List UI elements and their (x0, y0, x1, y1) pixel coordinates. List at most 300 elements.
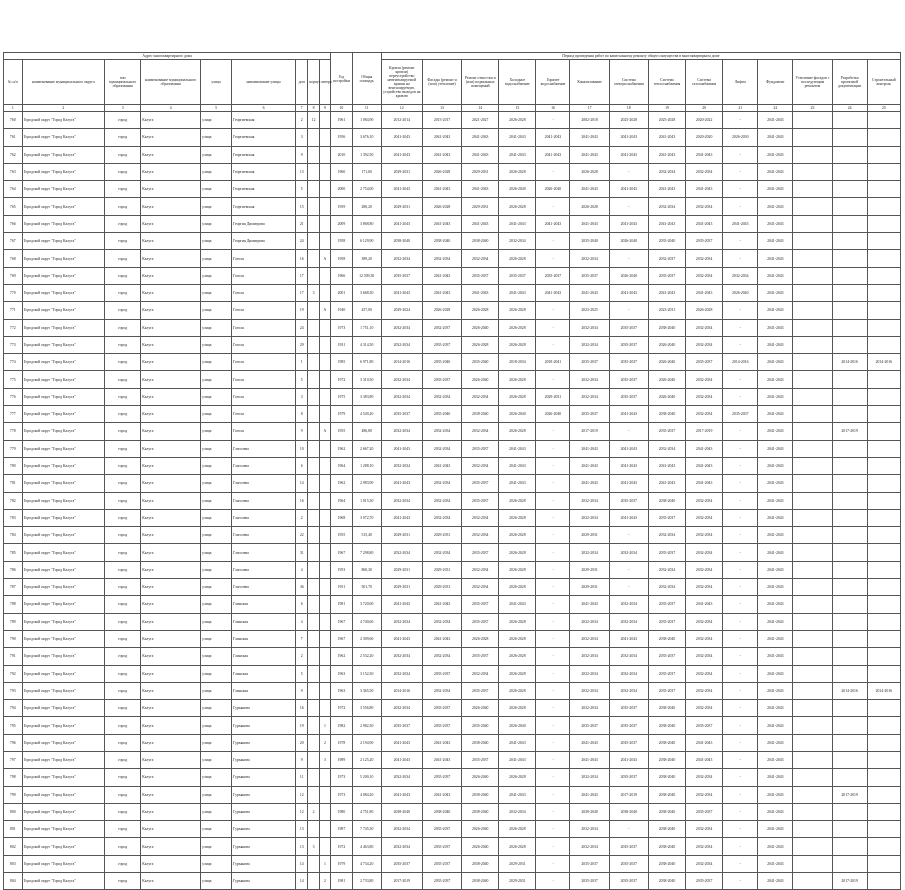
table-cell: 2026-2040 (609, 233, 648, 250)
table-cell: город (105, 457, 141, 474)
col-number-8: 8 (308, 105, 319, 112)
table-cell: 2032-2034 (570, 648, 609, 665)
table-cell: улица (201, 181, 232, 198)
col-header-22: Фундамент (758, 60, 793, 105)
table-row (4, 855, 901, 872)
table-cell: 2038-2040 (462, 786, 499, 803)
table-cell: 2035-2037 (648, 267, 685, 284)
table-cell: 2032-2034 (462, 388, 499, 405)
table-cell: улица (201, 423, 232, 440)
table-cell: 774 (4, 354, 23, 371)
table-cell: 1 (319, 717, 330, 734)
table-cell: 2041-2043 (758, 267, 793, 284)
table-cell (319, 146, 330, 163)
table-cell (793, 630, 832, 647)
table-cell: 2041-2043 (570, 181, 609, 198)
col-header-1: № п/п (4, 60, 23, 105)
period-group-header: Период проведения работ по капитальному ремонту общего имущества в многоквартирном доме (381, 53, 900, 60)
table-cell: 2035-2037 (648, 648, 685, 665)
table-cell: - (536, 561, 570, 578)
table-cell: 2026-2040 (462, 700, 499, 717)
table-cell: улица (201, 440, 232, 457)
table-cell: 2035-2037 (609, 319, 648, 336)
table-cell (867, 406, 900, 423)
table-cell: 1985 (331, 354, 353, 371)
table-cell: Калуга (141, 596, 201, 613)
table-cell (867, 198, 900, 215)
table-cell: 2032-2034 (686, 544, 723, 561)
table-cell: 2035-2037 (422, 665, 461, 682)
table-cell: город (105, 769, 141, 786)
table-cell: 2023-2031 (648, 302, 685, 319)
table-cell (832, 284, 867, 301)
table-cell: 1979 (331, 855, 353, 872)
table-cell: 2014-2016 (723, 354, 758, 371)
table-cell: - (536, 457, 570, 474)
table-cell: 2041-2043 (609, 475, 648, 492)
table-cell: - (723, 544, 758, 561)
table-cell (793, 388, 832, 405)
table-cell: 2026-2028 (686, 302, 723, 319)
table-cell: 2035-2037 (462, 544, 499, 561)
table-cell: 2 194,90 (352, 734, 381, 751)
table-cell (319, 665, 330, 682)
table-cell: 2026-2028 (499, 509, 536, 526)
table-cell: 2035-2037 (462, 596, 499, 613)
table-cell: 2041-2043 (758, 509, 793, 526)
table-cell: Калуга (141, 112, 201, 129)
table-cell (319, 648, 330, 665)
table-cell: Гурьянова (232, 803, 296, 820)
table-cell (319, 475, 330, 492)
table-cell: 280,20 (352, 198, 381, 215)
table-cell: 2035-2037 (462, 440, 499, 457)
col-header-2: наименование муниципального округа (22, 60, 105, 105)
table-cell: улица (201, 821, 232, 838)
table-cell: 2032-2034 (381, 613, 422, 630)
table-cell (793, 734, 832, 751)
table-cell: - (723, 786, 758, 803)
table-row (4, 267, 901, 284)
table-cell: город (105, 112, 141, 129)
table-cell: 2041-2043 (570, 751, 609, 768)
table-cell: 2 532,20 (352, 648, 381, 665)
table-cell: 2029-2031 (570, 561, 609, 578)
table-cell (832, 215, 867, 232)
table-row (4, 302, 901, 319)
table-cell: 786 (4, 561, 23, 578)
table-cell (308, 544, 319, 561)
table-cell: 3 676,10 (352, 129, 381, 146)
table-cell: 1 (296, 354, 308, 371)
table-cell: улица (201, 613, 232, 630)
table-cell (308, 579, 319, 596)
table-cell: 1 (319, 855, 330, 872)
table-cell (319, 527, 330, 544)
table-row (4, 544, 901, 561)
table-cell: 2032-2034 (381, 544, 422, 561)
table-cell: Глаголева (232, 440, 296, 457)
table-cell: - (723, 734, 758, 751)
col-header-area: Общая площадь (352, 53, 381, 105)
table-cell: Калуга (141, 492, 201, 509)
col-number-16: 16 (536, 105, 570, 112)
table-cell: Городской округ "Город Калуга" (22, 112, 105, 129)
col-number-24: 24 (832, 105, 867, 112)
table-row (4, 492, 901, 509)
table-cell: 4 740,60 (352, 613, 381, 630)
table-cell: 2041-2043 (758, 821, 793, 838)
table-cell: 2035-2037 (609, 492, 648, 509)
table-cell: 457,00 (352, 302, 381, 319)
table-cell: 2017-2019 (686, 423, 723, 440)
table-cell: 2032-2034 (686, 250, 723, 267)
table-cell: 2041-2043 (758, 181, 793, 198)
table-cell: 3 365,50 (352, 682, 381, 699)
table-cell: 2032-2034 (381, 388, 422, 405)
table-cell: 1959 (331, 198, 353, 215)
table-cell (867, 509, 900, 526)
table-cell: улица (201, 112, 232, 129)
table-cell: 2020-2022 (686, 112, 723, 129)
table-cell: 1961 (331, 112, 353, 129)
table-cell: Калуга (141, 129, 201, 146)
table-cell: улица (201, 630, 232, 647)
table-cell: 2026-2028 (422, 302, 461, 319)
table-cell: - (723, 319, 758, 336)
table-cell: 2009 (331, 215, 353, 232)
table-cell: 1 015,30 (352, 492, 381, 509)
table-cell (793, 284, 832, 301)
table-cell: 784 (4, 527, 23, 544)
table-cell (319, 215, 330, 232)
table-cell: улица (201, 371, 232, 388)
table-cell: Городской округ "Город Калуга" (22, 838, 105, 855)
table-cell (319, 613, 330, 630)
table-cell: Городской округ "Город Калуга" (22, 319, 105, 336)
table-cell (867, 821, 900, 838)
table-cell: 760 (4, 112, 23, 129)
table-cell: 777 (4, 406, 23, 423)
table-cell: Городской округ "Город Калуга" (22, 129, 105, 146)
table-cell: 2032-2034 (381, 648, 422, 665)
table-cell: 2001 (331, 284, 353, 301)
table-cell: 2026-2028 (570, 163, 609, 180)
table-cell: - (536, 250, 570, 267)
table-row (4, 250, 901, 267)
table-cell: Городской округ "Город Калуга" (22, 665, 105, 682)
table-cell: улица (201, 873, 232, 890)
table-cell (308, 181, 319, 198)
table-cell: 2026-2040 (648, 388, 685, 405)
table-cell (832, 596, 867, 613)
table-cell: 1955 (331, 527, 353, 544)
table-cell (867, 665, 900, 682)
table-cell: Гурьянова (232, 855, 296, 872)
table-cell: 2041-2043 (536, 129, 570, 146)
table-cell: 1962 (331, 648, 353, 665)
table-cell: 2041-2043 (686, 440, 723, 457)
table-cell (793, 371, 832, 388)
table-cell: 2041-2043 (758, 596, 793, 613)
table-cell: 6 129,90 (352, 233, 381, 250)
table-cell: 2038-2040 (648, 319, 685, 336)
table-cell: 1 392,50 (352, 146, 381, 163)
table-cell: улица (201, 751, 232, 768)
table-cell (308, 406, 319, 423)
table-cell: 1956 (331, 129, 353, 146)
table-cell (832, 630, 867, 647)
table-cell: - (723, 492, 758, 509)
table-cell: 2032-2034 (686, 786, 723, 803)
table-cell: 2041-2043 (758, 371, 793, 388)
table-cell: 2032-2034 (686, 319, 723, 336)
table-cell: город (105, 423, 141, 440)
table-cell (867, 579, 900, 596)
table-cell: 2026-2040 (462, 319, 499, 336)
col-header-20: Система газоснабжения (686, 60, 723, 105)
table-cell (793, 509, 832, 526)
table-cell: 2041-2043 (648, 129, 685, 146)
table-cell: 2041-2043 (499, 596, 536, 613)
table-cell: 2026-2028 (499, 423, 536, 440)
table-cell (793, 112, 832, 129)
table-row (4, 423, 901, 440)
table-cell (793, 682, 832, 699)
table-cell: 2035-2037 (686, 233, 723, 250)
table-cell: - (536, 579, 570, 596)
table-cell: 2014-2016 (832, 682, 867, 699)
table-cell: Гоголя (232, 284, 296, 301)
table-cell: 2026-2040 (499, 181, 536, 198)
table-cell: улица (201, 769, 232, 786)
table-cell: 2035-2037 (422, 873, 461, 890)
col-header-4: наименование муниципального образования (141, 60, 201, 105)
table-cell (319, 700, 330, 717)
table-cell: Гоголя (232, 388, 296, 405)
table-cell: 24 (296, 319, 308, 336)
table-cell: 2041-2043 (648, 457, 685, 474)
table-cell: 2035-2037 (609, 371, 648, 388)
table-cell: 2041-2043 (609, 129, 648, 146)
table-cell: Городской округ "Город Калуга" (22, 371, 105, 388)
table-cell: 2026-2028 (499, 579, 536, 596)
table-cell: 2041-2043 (758, 838, 793, 855)
table-cell: 2035-2037 (648, 682, 685, 699)
table-cell: Гоголя (232, 354, 296, 371)
table-cell (319, 769, 330, 786)
table-cell (319, 682, 330, 699)
table-cell: 13 (296, 163, 308, 180)
table-cell: 2035-2037 (609, 769, 648, 786)
table-cell: Городской округ "Город Калуга" (22, 803, 105, 820)
table-cell: 2041-2043 (758, 336, 793, 353)
table-cell: 2026-2040 (536, 181, 570, 198)
col-header-7: дом (296, 60, 308, 105)
table-cell: Городской округ "Город Калуга" (22, 873, 105, 890)
table-cell: 2035-2037 (422, 838, 461, 855)
table-cell: А (319, 250, 330, 267)
table-cell (793, 561, 832, 578)
table-cell: 4 084,20 (352, 786, 381, 803)
table-cell: 2041-2043 (758, 544, 793, 561)
table-cell: 2041-2043 (758, 700, 793, 717)
table-cell: 2032-2034 (686, 336, 723, 353)
table-cell: 2038-2040 (462, 233, 499, 250)
table-cell: 2032-2034 (686, 821, 723, 838)
table-cell: Городской округ "Город Калуга" (22, 648, 105, 665)
table-cell: 2038-2040 (462, 803, 499, 820)
col-number-20: 20 (686, 105, 723, 112)
table-cell (793, 336, 832, 353)
table-cell: 2 983,90 (352, 475, 381, 492)
table-cell: 2041-2043 (536, 215, 570, 232)
table-cell: улица (201, 163, 232, 180)
table-cell: 763 (4, 163, 23, 180)
table-cell: 2035-2037 (609, 838, 648, 855)
table-cell: 2035-2040 (462, 717, 499, 734)
table-cell: город (105, 319, 141, 336)
table-cell: 2038-2040 (648, 406, 685, 423)
table-cell: Городской округ "Город Калуга" (22, 630, 105, 647)
table-cell: 2041-2043 (758, 803, 793, 820)
table-row (4, 648, 901, 665)
table-cell: 2032-2034 (609, 682, 648, 699)
table-cell: 2041-2043 (609, 509, 648, 526)
table-cell: 2032-2034 (686, 665, 723, 682)
table-cell (867, 544, 900, 561)
table-cell (308, 700, 319, 717)
table-cell: Калуга (141, 233, 201, 250)
table-cell: 2032-2034 (422, 682, 461, 699)
table-cell: 2041-2043 (648, 181, 685, 198)
col-header-8: корпус (308, 60, 319, 105)
table-cell: 1 751,10 (352, 319, 381, 336)
table-cell (308, 388, 319, 405)
table-cell: Городской округ "Город Калуга" (22, 215, 105, 232)
table-cell: Гоголя (232, 250, 296, 267)
table-cell: 2032-2034 (686, 561, 723, 578)
table-cell: Городской округ "Город Калуга" (22, 734, 105, 751)
table-cell: 779 (4, 440, 23, 457)
table-cell (793, 146, 832, 163)
table-cell: - (536, 613, 570, 630)
table-cell (308, 250, 319, 267)
table-cell: 2029-2031 (499, 873, 536, 890)
table-cell: 2032-2034 (686, 509, 723, 526)
table-cell (793, 319, 832, 336)
table-row (4, 371, 901, 388)
table-cell (308, 475, 319, 492)
table-cell: улица (201, 215, 232, 232)
table-cell (832, 492, 867, 509)
table-cell: 1972 (331, 838, 353, 855)
table-cell: город (105, 630, 141, 647)
table-cell: 4 (296, 561, 308, 578)
table-cell: - (536, 751, 570, 768)
table-cell: 2041-2043 (422, 596, 461, 613)
table-cell: 1967 (331, 544, 353, 561)
table-cell: город (105, 198, 141, 215)
table-cell: 2035-2037 (462, 475, 499, 492)
table-cell: 2032-2034 (648, 579, 685, 596)
table-cell: город (105, 354, 141, 371)
table-cell: 2035-2037 (422, 821, 461, 838)
table-cell: 2041-2043 (381, 440, 422, 457)
table-cell: город (105, 786, 141, 803)
table-cell: 3 383,80 (352, 388, 381, 405)
table-cell: 2038-2040 (462, 855, 499, 872)
table-cell (867, 388, 900, 405)
table-cell: 2041-2043 (686, 734, 723, 751)
table-cell (867, 803, 900, 820)
table-cell: улица (201, 388, 232, 405)
table-cell (308, 302, 319, 319)
table-cell (793, 873, 832, 890)
table-cell: Глаголева (232, 527, 296, 544)
table-cell: 389,20 (352, 250, 381, 267)
table-cell: 2032-2034 (686, 371, 723, 388)
table-cell: 764 (4, 181, 23, 198)
table-cell: 2035-2037 (462, 267, 499, 284)
table-cell (793, 803, 832, 820)
table-cell: Георгиевская (232, 112, 296, 129)
table-cell: 2041-2043 (758, 423, 793, 440)
table-cell: - (609, 579, 648, 596)
table-cell: город (105, 838, 141, 855)
table-cell: 11 (296, 769, 308, 786)
table-cell: Глаголева (232, 492, 296, 509)
table-cell: город (105, 821, 141, 838)
table-cell: 2038-2040 (381, 803, 422, 820)
table-cell: город (105, 700, 141, 717)
table-cell: 2026-2028 (499, 769, 536, 786)
table-cell: 2026-2028 (499, 302, 536, 319)
table-cell: 2035-2037 (648, 665, 685, 682)
table-cell: 789 (4, 613, 23, 630)
table-cell: 2026-2040 (462, 769, 499, 786)
table-cell (308, 734, 319, 751)
table-cell (832, 129, 867, 146)
table-cell: 2032-2034 (609, 596, 648, 613)
table-cell: 2 125,20 (352, 751, 381, 768)
table-cell: 2032-2034 (686, 388, 723, 405)
table-cell: 2035-2037 (648, 423, 685, 440)
table-cell: город (105, 665, 141, 682)
table-cell: 2041-2043 (381, 751, 422, 768)
table-cell: 2032-2034 (462, 579, 499, 596)
table-cell: 2032-2034 (381, 700, 422, 717)
table-cell: 2032-2034 (422, 423, 461, 440)
table-cell: 2029-2031 (422, 527, 461, 544)
table-cell: 2041-2043 (758, 786, 793, 803)
table-cell: улица (201, 284, 232, 301)
table-cell: улица (201, 786, 232, 803)
table-cell: - (723, 821, 758, 838)
table-cell: 2032-2034 (686, 406, 723, 423)
table-cell (832, 665, 867, 682)
table-cell: 29 (296, 336, 308, 353)
table-cell (308, 769, 319, 786)
table-cell: 2026-2028 (499, 112, 536, 129)
table-cell: город (105, 267, 141, 284)
table-cell: 2032-2034 (686, 527, 723, 544)
table-cell: город (105, 336, 141, 353)
table-cell: 2041-2043 (609, 751, 648, 768)
table-cell: 2026-2040 (499, 406, 536, 423)
table-cell: 2018-2041 (536, 354, 570, 371)
table-cell (308, 527, 319, 544)
